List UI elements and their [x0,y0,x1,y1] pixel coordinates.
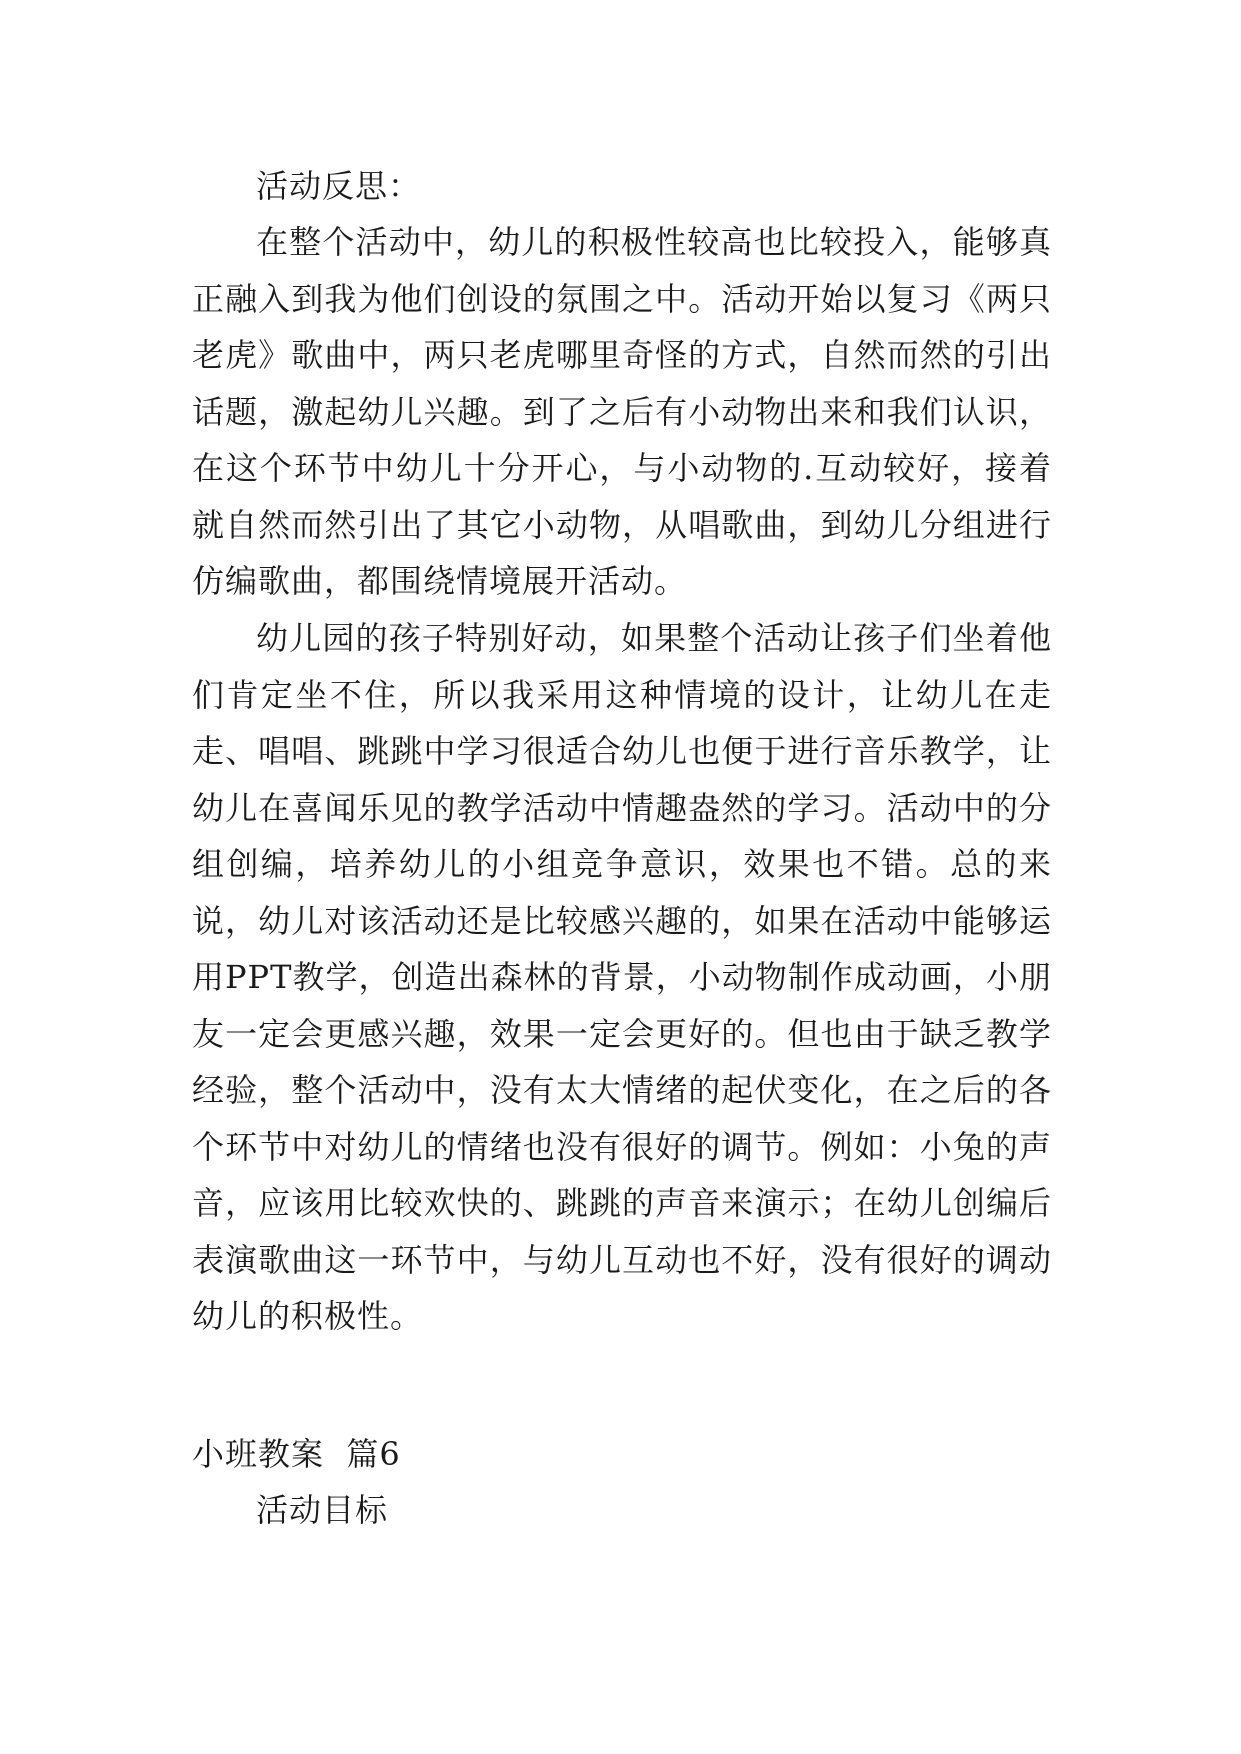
activity-goals-heading: 活动目标 [256,1491,389,1529]
reflection-heading: 活动反思： [256,167,422,205]
reflection-paragraph-2: 幼儿园的孩子特别好动，如果整个活动让孩子们坐着他们肯定坐不住，所以我采用这种情境的设计，让幼儿在走走、唱唱、跳跳中学习很适合幼儿也便于进行音乐教学，让幼儿在喜闻乐见的教学活动中情趣盎然的学习。活动中的分组创编，培养幼儿的小组竞争意识，效果也不错。总的来说，幼儿对该活动还是比较感兴趣的，如果在活动中能够运用PPT教学，创造出森林的背景，小动物制作成动画，小朋友一定会更感兴趣，效果一定会更好的。但也由于缺乏教学经验，整个活动中，没有太大情绪的起伏变化，在之后的各个环节中对幼儿的情绪也没有很好的调节。例如：小兔的声音，应该用比较欢快的、跳跳的声音来演示；在幼儿创编后表演歌曲这一环节中，与幼儿互动也不好，没有很好的调动幼儿的积极性。 [192,619,1052,1335]
reflection-paragraph-1: 在整个活动中，幼儿的积极性较高也比较投入，能够真正融入到我为他们创设的氛围之中。活动开始以复习《两只老虎》歌曲中，两只老虎哪里奇怪的方式，自然而然的引出话题，激起幼儿兴趣。到了之后有小动物出来和我们认识，在这个环节中幼儿十分开心，与小动物的.互动较好，接着就自然而然引出了其它小动物，从唱歌曲，到幼儿分组进行仿编歌曲，都围绕情境展开活动。 [192,223,1052,600]
reflection-paragraph-2-block [192,610,1052,1345]
section-title: 小班教案 篇6 [192,1435,401,1473]
reflection-paragraph-1-block [192,214,1052,610]
